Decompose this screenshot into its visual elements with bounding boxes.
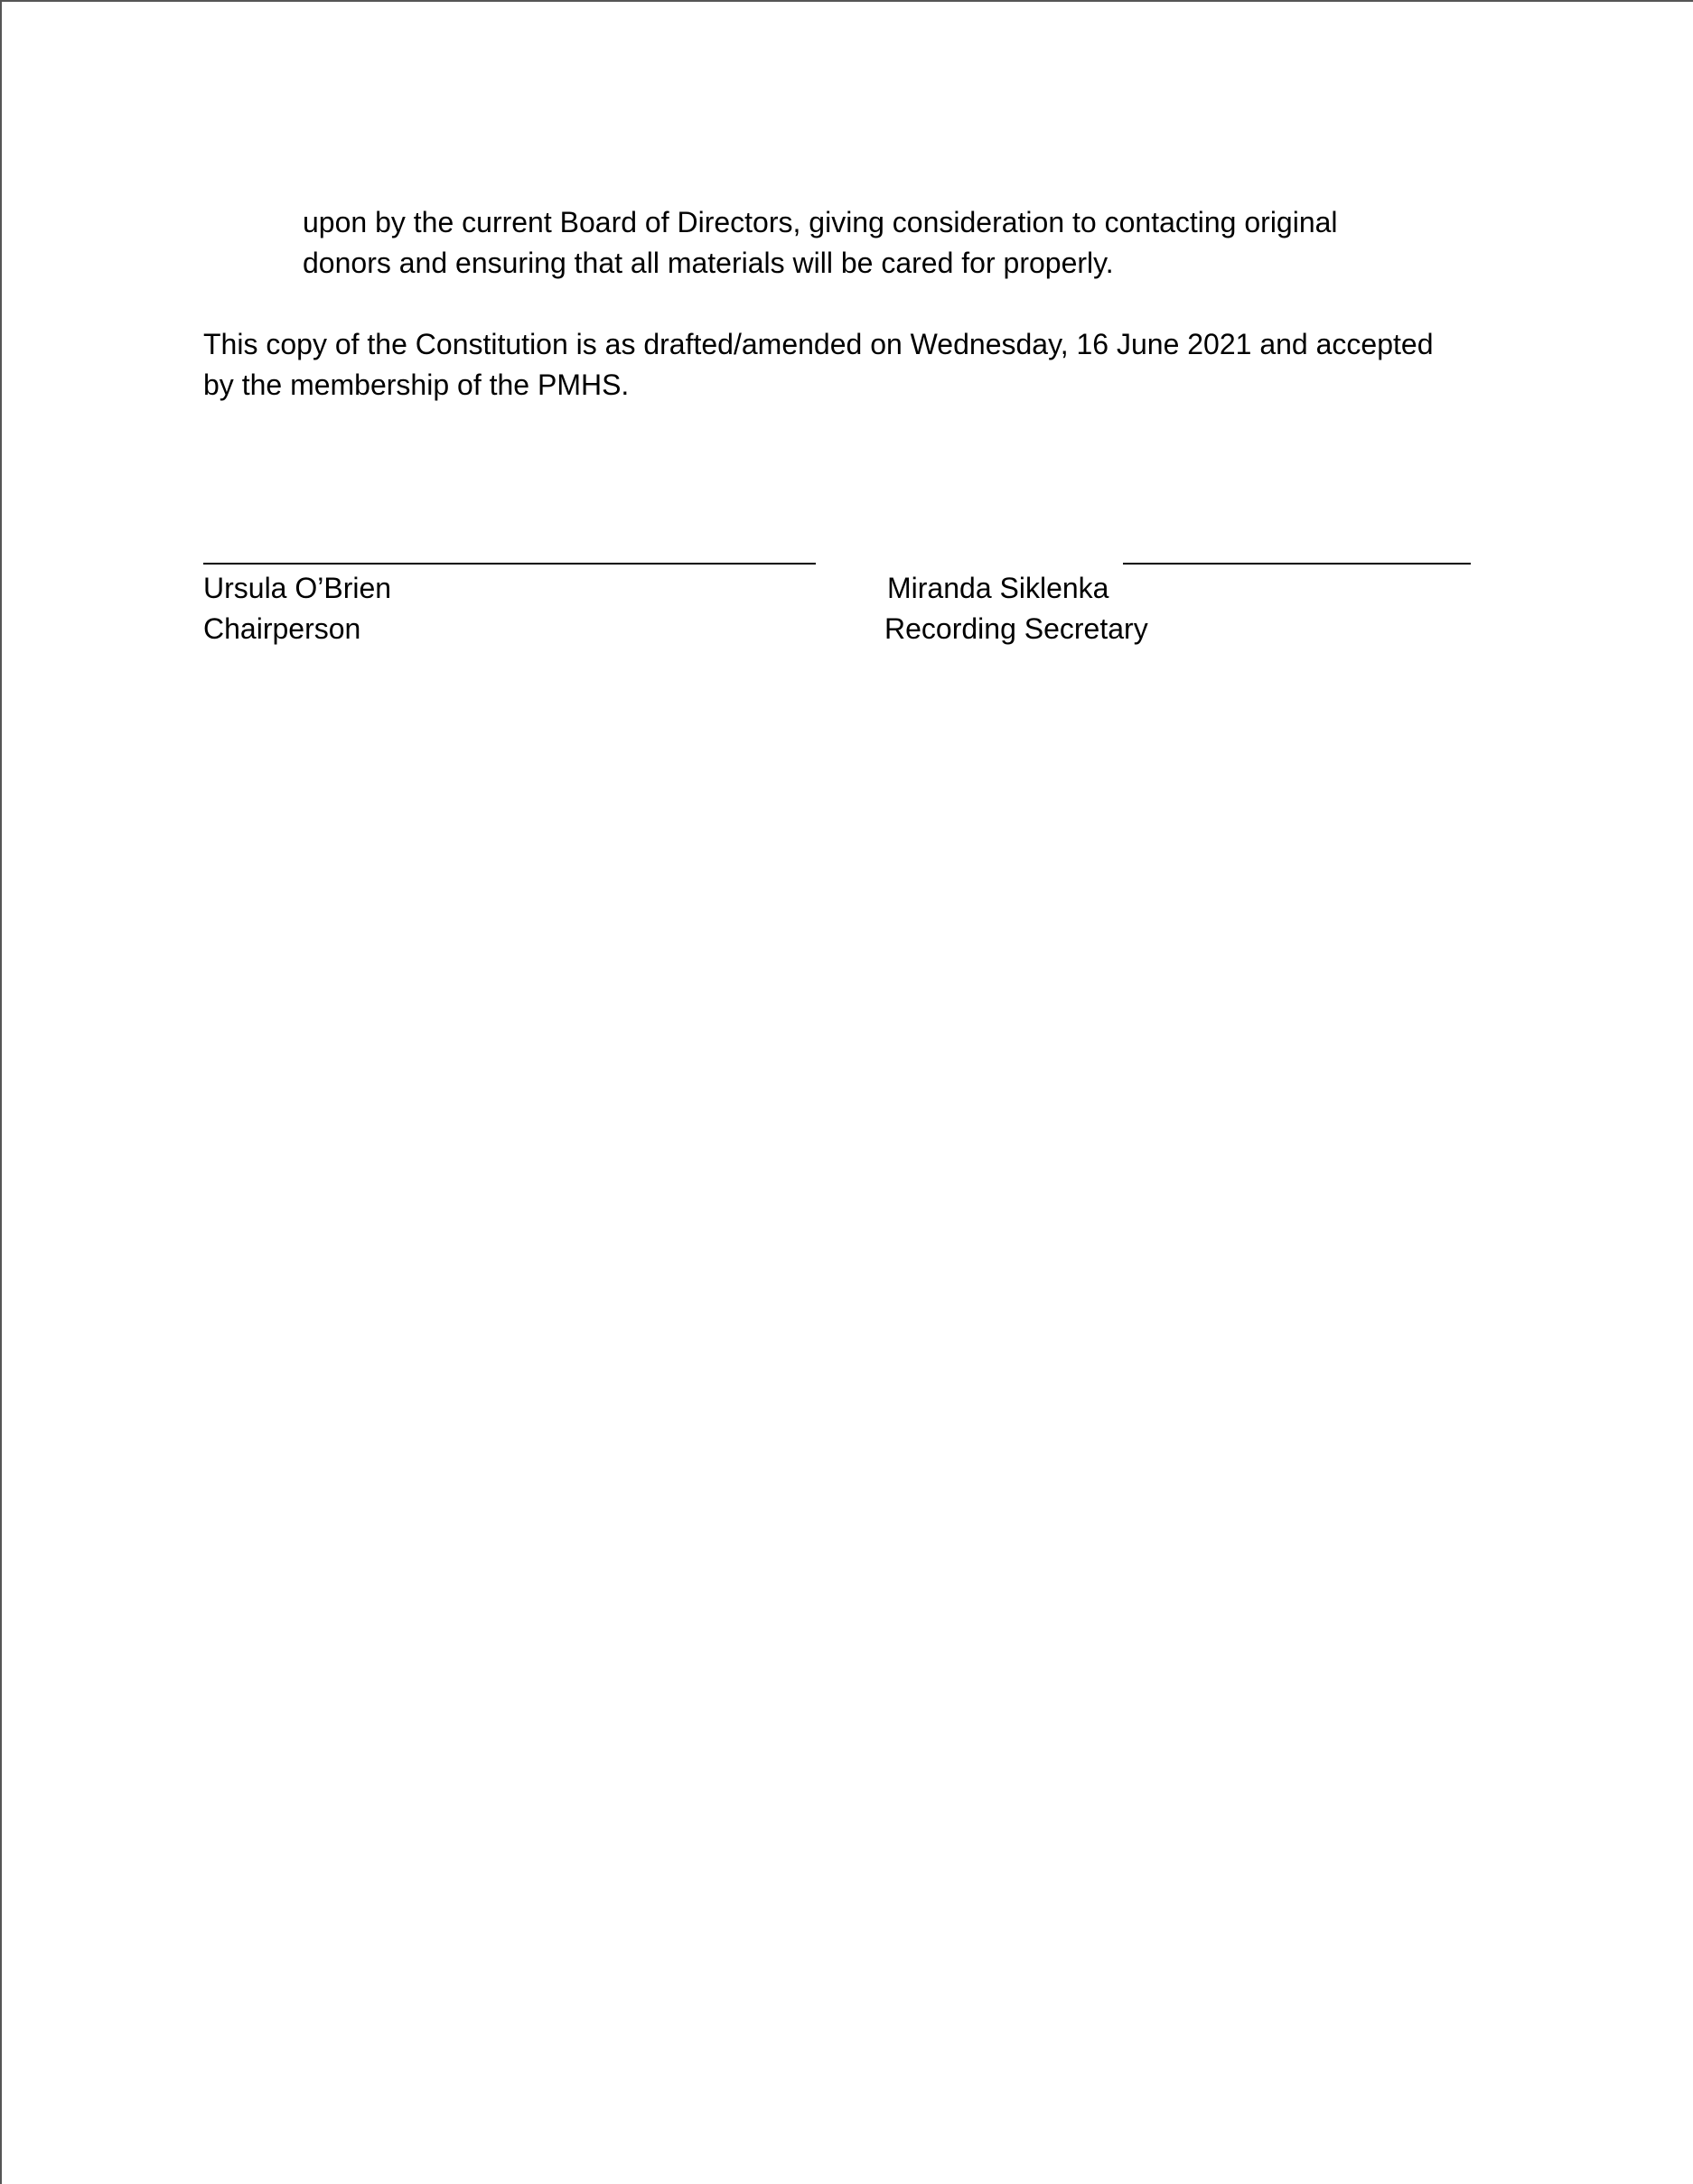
paragraph-line: donors and ensuring that all materials will be cared for properly.: [303, 247, 1114, 279]
continuation-paragraph: [303, 202, 1338, 284]
paragraph-line: This copy of the Constitution is as drafted/amended on Wednesday, 16 June 2021 and accepted: [203, 328, 1434, 360]
signatory-name-secretary: Miranda Siklenka: [887, 572, 1109, 604]
paragraph-line: upon by the current Board of Directors, giving consideration to contacting original: [303, 206, 1338, 238]
signature-line-secretary: [1123, 563, 1471, 565]
signatory-title-chairperson: Chairperson: [203, 612, 361, 645]
signatory-name-chairperson: Ursula O’Brien: [203, 572, 392, 604]
constitution-statement: [203, 324, 1433, 406]
signature-line-chairperson: [203, 563, 816, 565]
paragraph-line: by the membership of the PMHS.: [203, 369, 630, 401]
signatory-title-secretary: Recording Secretary: [884, 612, 1148, 645]
